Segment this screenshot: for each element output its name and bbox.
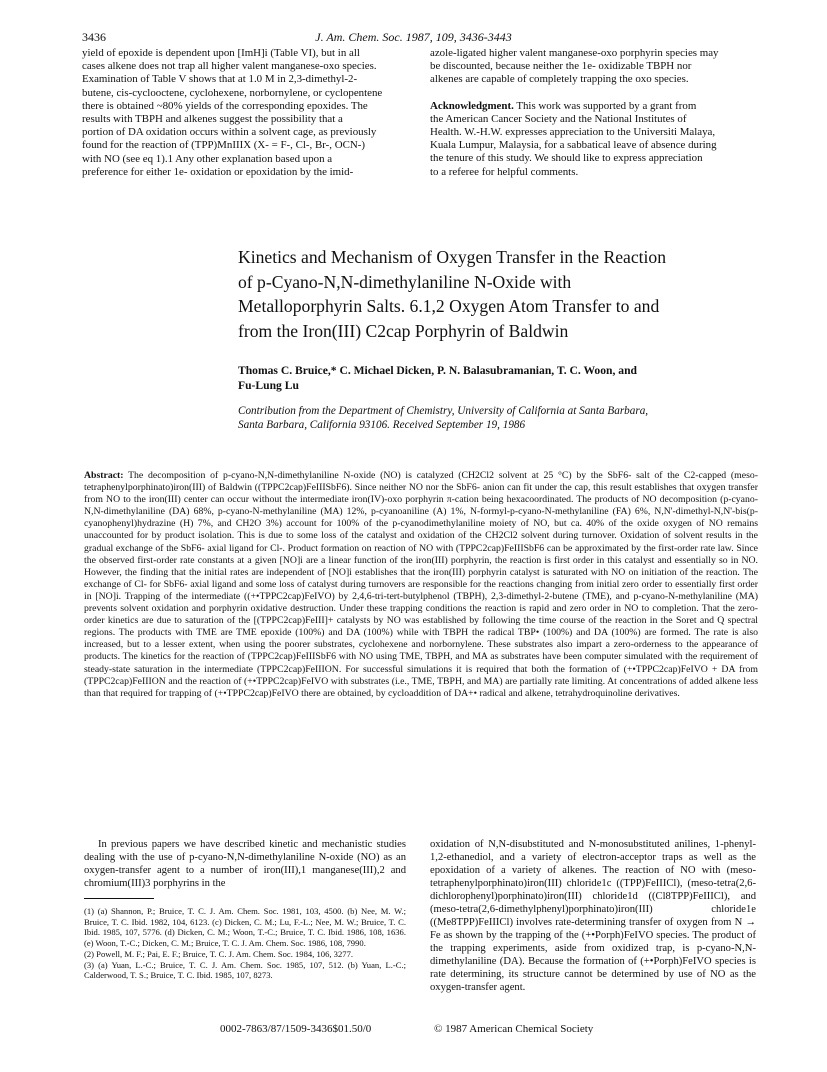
title-line: from the Iron(III) C2cap Porphyrin of Baldwin (238, 320, 569, 341)
affiliation (238, 404, 758, 433)
body-paragraph: oxidation of N,N-disubstituted and N-monosubstituted anilines, 1-phenyl-1,2-ethanediol, and a variety of electron-acceptor traps as well as the epoxidation of a variety of alkenes. The reaction of NO with (meso-tetraphenylporphinato)iron(III) chloride1c ((TPP)FeIIICl), (meso-tetra(2,6-dichlorophenyl)porphinato)iron(III) chloride1d ((Cl8TPP)FeIIICl), and (meso-tetra(2,6-dimethylphenyl)porphinato)iron(III) chloride1e ((Me8TPP)FeIIICl) involves rate-determining transfer of oxygen from N → Fe as shown by the trapping of the (+•Porph)FeIVO species. The product of the trapping experiments, aside from oxidized trap, is p-cyano-N,N-dimethylaniline (DA). Because the formation of (+•Porph)FeIVO species is rate determining, its structure cannot be determined by use of NO as the oxygen-transfer agent. (430, 839, 756, 993)
text-line: portion of DA oxidation occurs within a solvent cage, as previously (82, 126, 377, 139)
text-line: be discounted, because neither the 1e- oxidizable TBPH nor (430, 60, 692, 73)
authors-line: Fu-Lung Lu (238, 378, 299, 392)
text-line: preference for either 1e- oxidation or epoxidation by the imid- (82, 165, 354, 178)
text-line: azole-ligated higher valent manganese-oxo porphyrin species may (430, 47, 719, 59)
text-line: Health. W.-H.W. expresses appreciation to the Universiti Malaya, (430, 126, 716, 139)
affiliation-line: Santa Barbara, California 93106. Received September 19, 1986 (238, 419, 526, 432)
text-line: the American Cancer Society and the National Institutes of (430, 112, 687, 125)
footnotes (84, 906, 406, 981)
top-right-column (430, 47, 750, 179)
text-line: results with TBPH and alkenes suggest the possibility that a (82, 113, 343, 126)
text-line: found for the reaction of (TPP)MnIIIX (X- = F-, Cl-, Br-, OCN-) (82, 139, 365, 152)
footnote-rule (84, 898, 154, 899)
text-line: yield of epoxide is dependent upon [ImH]i (Table VI), but in all (82, 47, 360, 59)
text-line: Kuala Lumpur, Malaysia, for a sabbatical leave of absence during (430, 139, 717, 152)
copyright: © 1987 American Chemical Society (434, 1023, 594, 1035)
footnote: (2) Powell, M. F.; Pai, E. F.; Bruice, T. C. J. Am. Chem. Soc. 1984, 106, 3277. (84, 948, 354, 959)
text-line: Examination of Table V shows that at 1.0 M in 2,3-dimethyl-2- (82, 73, 358, 86)
acknowledgment (430, 100, 750, 113)
authors (238, 364, 758, 394)
journal-header: J. Am. Chem. Soc. 1987, 109, 3436-3443 (315, 30, 512, 44)
text-line: This work was supported by a grant from (513, 99, 697, 112)
text-line: cases alkene does not trap all higher valent manganese-oxo species. (82, 60, 377, 73)
footnote: (3) (a) Yuan, L.-C.; Bruice, T. C. J. Am. Chem. Soc. 1985, 107, 512. (b) Yuan, L.-C.; Calderwood, T. S.; Bruice, T. C. Ibid. 1985, 107, 8273. (84, 959, 406, 981)
text-line: to a referee for helpful comments. (430, 165, 579, 178)
text-line: with NO (see eq 1).1 Any other explanation based upon a (82, 152, 333, 165)
title-line: Kinetics and Mechanism of Oxygen Transfer in the Reaction (238, 247, 667, 267)
authors-line: Thomas C. Bruice,* C. Michael Dicken, P. N. Balasubramanian, T. C. Woon, and (238, 364, 637, 377)
title-line: Metalloporphyrin Salts. 6.1,2 Oxygen Atom Transfer to and (238, 296, 660, 317)
article-code: 0002-7863/87/1509-3436$01.50/0 (220, 1023, 372, 1035)
text-line: the tenure of this study. We should like to express appreciation (430, 152, 703, 165)
article-title (238, 245, 758, 343)
page-number: 3436 (82, 30, 106, 44)
body-right-column (430, 838, 756, 994)
footnote: (1) (a) Shannon, P.; Bruice, T. C. J. Am. Chem. Soc. 1981, 103, 4500. (b) Nee, M. W.; Bruice, T. C. Ibid. 1982, 104, 6123. (c) Dicken, C. M.; Lu, F.-L.; Nee, M. W.; Bruice, T. C. Ibid. 1985, 107, 5776. (d) Dicken, C. M.; Woon, T.-C.; Bruice, T. C. Ibid. 1986, 108, 1636. (e) Woon, T.-C.; Dicken, C. M.; Bruice, T. C. J. Am. Chem. Soc. 1986, 108, 7990. (84, 906, 406, 949)
abstract-text: The decomposition of p-cyano-N,N-dimethylaniline N-oxide (NO) is catalyzed (CH2Cl2 solvent at 25 °C) by the SbF6- salt of the C2-capped (meso-tetraphenylporphinato)iron(III) of Baldwin ((TPPC2cap)FeIIISbF6). Since neither NO nor the SbF6- anion can fit under the cap, this result establishes that oxygen transfer from NO to the iron(III) center can occur without the intermediate iron(IV)-oxo porphyrin π-cation being hexacoordinated. The products of NO decomposition (p-cyano-N,N-dimethylaniline (DA) 68%, p-cyano-N-methylaniline (MA) 12%, p-cyanoaniline (A) 1%, N-formyl-p-cyano-N-methylaniline (FA) 6%, N,N'-dimethyl-N,N'-bis(p-cyanophenyl)hydrazine (H) 7%, and CH2O 3%) account for 100% of the p-cyanodimethylaniline moiety of NO, but ca. 40% of the oxide oxygen of NO remains unaccounted for by product isolation. This is due to some loss of the catalyst and oxidation of the CH2Cl2 solvent during turnover. Oxidation of solvent results in the gradual exchange of the SbF6- axial ligand for Cl-. Product formation on reaction of NO with (TPPC2cap)FeIIISbF6 can be approximated by the first-order rate law. Since the observed first-order rate constants at a given [NO]i are a linear function of the iron(III) porphyrin, the reaction is first order in this catalyst and essentially so in NO. However, the finding that the initial rates are independent of [NO]i establishes that the iron(III) porphyrin catalyst is saturated with NO on initiation of the reaction. The exchange of Cl- for SbF6- axial ligand and some loss of catalyst during turnovers are responsible for the reactions changing from initial zero order to essentially first order in [NO]i. Trapping of the intermediate ((+•TPPC2cap)FeIVO) by 2,4,6-tri-tert-butylphenol (TBPH), 2,3-dimethyl-2-butene (TME), and p-cyano-N-methylaniline (MA) prevents solvent oxidation and porphyrin oxidative destruction. Under these trapping conditions the reaction is rapid and zero order in NO to completion. That the zero-order kinetics are due to saturation of the [(TPPC2cap)FeIII]+ catalysts by NO was established by following the time course of the reaction in the Soret and Q spectral regions. The products with TME are TME epoxide (100%) and DA (100%) while with TBPH the radical TBP• (100%) and DA (100%) are formed. The rate is also increased, but to a lesser extent, when using the poorer substrates, cyclohexene and norbornylene. These substrates also impart a zero-orderness to the appearance of products. The kinetics for the reaction of (TPPC2cap)FeIIISbF6 with NO using TME, TBPH, and MA as substrates have been computer simulated with the requirement of steady-state saturation in the intermediate (TPPC2cap)FeIIION. For successful simulations it is required that both the formation of (+•TPPC2cap)FeIVO + DA from (TPPC2cap)FeIIION and the reaction of (+•TPPC2cap)FeIVO with substrates (i.e., TME, TBPH, and MA) are partially rate limiting. At concentrations of added alkene less than that required for trapping of (+•TPPC2cap)FeIVO there are obtained, by cycloaddition of DA+• radical and alkene, tetrahydroquinoline derivatives. (84, 470, 758, 699)
abstract (84, 470, 758, 700)
body-paragraph: In previous papers we have described kinetic and mechanistic studies dealing with the use of p-cyano-N,N-dimethylaniline N-oxide (NO) as an oxygen-transfer agent to a number of iron(III),1 manganese(III),2 and chromium(III)3 porphyrins in the (84, 839, 406, 889)
top-left-column (82, 47, 402, 179)
text-line: butene, cis-cyclooctene, cyclohexene, norbornylene, or cyclopentene (82, 86, 383, 99)
text-line: alkenes are capable of completely trapping the oxo species. (430, 73, 689, 86)
body-left-column (84, 838, 406, 890)
abstract-label: Abstract: (84, 470, 124, 481)
text-line: there is obtained ~80% yields of the corresponding epoxides. The (82, 99, 368, 112)
acknowledgment-label: Acknowledgment. (430, 99, 514, 112)
title-line: of p-Cyano-N,N-dimethylaniline N-Oxide with (238, 271, 572, 292)
affiliation-line: Contribution from the Department of Chemistry, University of California at Santa Barbara, (238, 405, 649, 417)
